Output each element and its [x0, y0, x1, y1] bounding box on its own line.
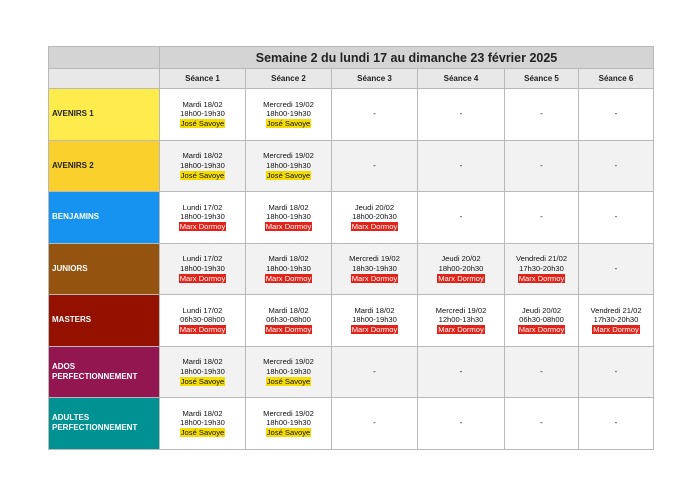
- session-time: 18h00-19h30: [266, 366, 311, 376]
- group-name: ADULTES PERFECTIONNEMENT: [49, 398, 160, 450]
- session-day: Mardi 18/02: [354, 305, 395, 315]
- session-cell: [505, 243, 579, 295]
- group-name: ADOS PERFECTIONNEMENT: [49, 346, 160, 398]
- coach-label: José Savoye: [180, 170, 225, 180]
- session-cell: [505, 295, 579, 347]
- session-cell: [160, 192, 246, 244]
- coach-label: Marx Dormoy: [265, 325, 312, 335]
- session-day: Lundi 17/02: [182, 202, 223, 212]
- session-time: 18h00-19h30: [180, 263, 225, 273]
- session-day: Mercredi 19/02: [263, 99, 314, 109]
- session-day: Mardi 18/02: [182, 408, 223, 418]
- session-time: 18h00-19h30: [352, 315, 397, 325]
- empty-session: -: [373, 160, 376, 170]
- session-cell: [160, 295, 246, 347]
- session-day: Mercredi 19/02: [263, 357, 314, 367]
- session-time: 17h30-20h30: [593, 315, 639, 325]
- session-cell: [418, 140, 505, 192]
- session-time: 18h00-19h30: [180, 212, 225, 222]
- empty-session: -: [614, 160, 618, 170]
- session-cell: [579, 140, 654, 192]
- empty-session: -: [459, 160, 463, 170]
- session-day: Mercredi 19/02: [349, 254, 400, 264]
- session-cell: [418, 89, 505, 141]
- empty-session: -: [373, 418, 376, 428]
- session-day: Mercredi 19/02: [263, 151, 314, 161]
- empty-session: -: [540, 418, 543, 428]
- coach-label: Marx Dormoy: [438, 325, 484, 335]
- coach-label: Marx Dormoy: [265, 222, 312, 232]
- group-row: [49, 243, 654, 295]
- empty-session: -: [614, 418, 618, 428]
- coach-label: Marx Dormoy: [438, 273, 484, 283]
- header-corner: [49, 69, 160, 89]
- session-cell: [160, 89, 246, 141]
- group-name: BENJAMINS: [49, 192, 160, 244]
- session-cell: [579, 295, 654, 347]
- column-header: Séance 4: [418, 69, 505, 89]
- session-cell: [418, 192, 505, 244]
- session-cell: [579, 398, 654, 450]
- session-time: 06h30-08h00: [266, 315, 311, 325]
- group-name: MASTERS: [49, 295, 160, 347]
- session-time: 18h30-19h30: [352, 263, 397, 273]
- session-time: 18h00-19h30: [180, 160, 225, 170]
- session-day: Mardi 18/02: [182, 99, 223, 109]
- session-day: Jeudi 20/02: [354, 202, 395, 212]
- column-header: Séance 6: [579, 69, 654, 89]
- session-day: Mercredi 19/02: [263, 408, 314, 418]
- session-cell: [332, 89, 418, 141]
- session-time: 06h30-08h00: [519, 315, 564, 325]
- coach-label: Marx Dormoy: [351, 222, 398, 232]
- session-time: 18h00-19h30: [266, 263, 311, 273]
- session-time: 18h00-19h30: [180, 418, 225, 428]
- session-time: 12h00-13h30: [438, 315, 484, 325]
- session-day: Vendredi 21/02: [590, 305, 642, 315]
- session-cell: [332, 192, 418, 244]
- group-row: [49, 398, 654, 450]
- session-time: 18h00-19h30: [180, 109, 225, 119]
- empty-session: -: [614, 212, 618, 222]
- session-cell: [246, 243, 332, 295]
- empty-session: -: [540, 212, 543, 222]
- session-cell: [505, 89, 579, 141]
- session-time: 18h00-19h30: [266, 212, 311, 222]
- session-cell: [332, 346, 418, 398]
- session-cell: [246, 346, 332, 398]
- session-cell: [418, 295, 505, 347]
- coach-label: José Savoye: [180, 376, 225, 386]
- session-day: Vendredi 21/02: [515, 254, 568, 264]
- session-cell: [160, 243, 246, 295]
- session-cell: [246, 398, 332, 450]
- session-cell: [418, 243, 505, 295]
- group-name: AVENIRS 1: [49, 89, 160, 141]
- page-title: Semaine 2 du lundi 17 au dimanche 23 février 2025: [160, 47, 654, 69]
- session-day: Jeudi 20/02: [441, 254, 481, 264]
- coach-label: Marx Dormoy: [179, 273, 226, 283]
- session-cell: [579, 346, 654, 398]
- coach-label: José Savoye: [180, 119, 225, 129]
- session-cell: [332, 295, 418, 347]
- schedule-table: [48, 46, 654, 450]
- session-cell: [332, 243, 418, 295]
- session-cell: [505, 140, 579, 192]
- session-day: Mercredi 19/02: [435, 305, 487, 315]
- session-day: Mardi 18/02: [182, 357, 223, 367]
- header-row: [49, 69, 654, 89]
- session-day: Lundi 17/02: [182, 254, 223, 264]
- session-cell: [579, 89, 654, 141]
- empty-session: -: [459, 366, 463, 376]
- session-cell: [246, 192, 332, 244]
- group-row: [49, 89, 654, 141]
- coach-label: José Savoye: [266, 170, 311, 180]
- coach-label: Marx Dormoy: [179, 222, 226, 232]
- session-cell: [418, 398, 505, 450]
- group-name: JUNIORS: [49, 243, 160, 295]
- coach-label: José Savoye: [266, 119, 311, 129]
- session-time: 17h30-20h30: [519, 263, 564, 273]
- session-cell: [418, 346, 505, 398]
- session-cell: [160, 398, 246, 450]
- session-cell: [505, 192, 579, 244]
- coach-label: Marx Dormoy: [351, 325, 398, 335]
- empty-session: -: [373, 366, 376, 376]
- coach-label: Marx Dormoy: [518, 273, 565, 283]
- coach-label: José Savoye: [266, 376, 311, 386]
- group-row: [49, 346, 654, 398]
- session-cell: [505, 398, 579, 450]
- coach-label: Marx Dormoy: [265, 273, 312, 283]
- column-header: Séance 3: [332, 69, 418, 89]
- title-row: [49, 47, 654, 69]
- column-header: Séance 1: [160, 69, 246, 89]
- session-time: 18h00-20h30: [352, 212, 397, 222]
- empty-session: -: [614, 366, 618, 376]
- group-row: [49, 295, 654, 347]
- session-cell: [160, 346, 246, 398]
- session-cell: [160, 140, 246, 192]
- coach-label: Marx Dormoy: [351, 273, 398, 283]
- session-cell: [579, 243, 654, 295]
- column-header: Séance 5: [505, 69, 579, 89]
- session-cell: [505, 346, 579, 398]
- session-day: Jeudi 20/02: [521, 305, 562, 315]
- session-cell: [332, 140, 418, 192]
- coach-label: Marx Dormoy: [593, 325, 639, 335]
- empty-session: -: [459, 109, 463, 119]
- coach-label: José Savoye: [266, 428, 311, 438]
- session-cell: [246, 140, 332, 192]
- session-day: Lundi 17/02: [182, 305, 223, 315]
- coach-label: Marx Dormoy: [518, 325, 565, 335]
- session-cell: [579, 192, 654, 244]
- empty-session: -: [540, 366, 543, 376]
- empty-session: -: [540, 109, 543, 119]
- session-cell: [332, 398, 418, 450]
- session-time: 18h00-19h30: [266, 418, 311, 428]
- group-name: AVENIRS 2: [49, 140, 160, 192]
- session-day: Mardi 18/02: [268, 254, 309, 264]
- group-row: [49, 192, 654, 244]
- title-corner: [49, 47, 160, 69]
- empty-session: -: [540, 160, 543, 170]
- coach-label: Marx Dormoy: [179, 325, 226, 335]
- group-row: [49, 140, 654, 192]
- empty-session: -: [459, 212, 463, 222]
- empty-session: -: [614, 263, 618, 273]
- session-time: 18h00-20h30: [438, 263, 484, 273]
- session-day: Mardi 18/02: [268, 305, 309, 315]
- empty-session: -: [459, 418, 463, 428]
- empty-session: -: [373, 109, 376, 119]
- coach-label: José Savoye: [180, 428, 225, 438]
- empty-session: -: [614, 109, 618, 119]
- session-time: 18h00-19h30: [266, 160, 311, 170]
- session-day: Mardi 18/02: [182, 151, 223, 161]
- session-cell: [246, 89, 332, 141]
- session-day: Mardi 18/02: [268, 202, 309, 212]
- session-cell: [246, 295, 332, 347]
- session-time: 06h30-08h00: [180, 315, 225, 325]
- session-time: 18h00-19h30: [266, 109, 311, 119]
- column-header: Séance 2: [246, 69, 332, 89]
- session-time: 18h00-19h30: [180, 366, 225, 376]
